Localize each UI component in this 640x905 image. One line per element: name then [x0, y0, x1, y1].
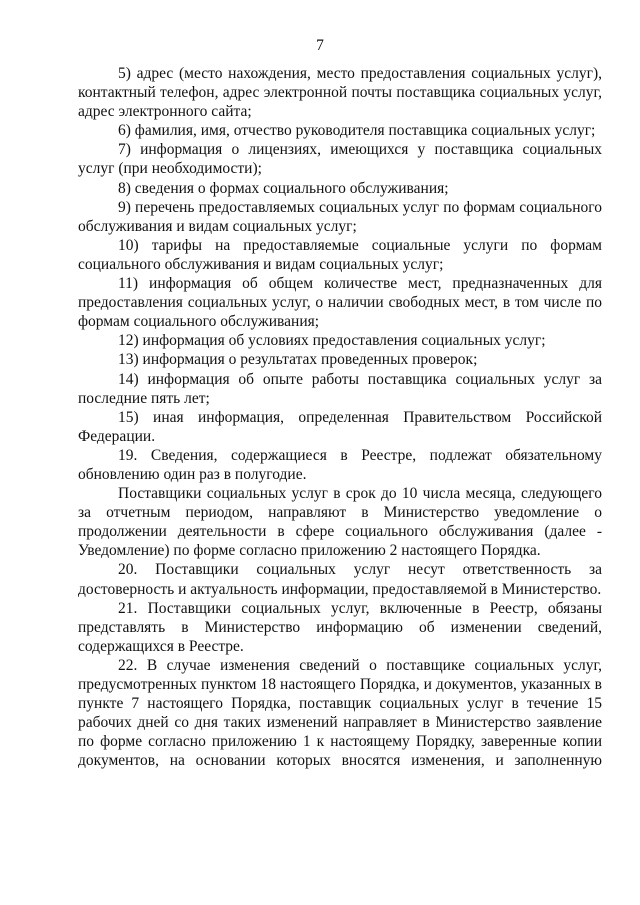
clause-19-notification: Поставщики социальных услуг в срок до 10 числа месяца, следующего за отчетным периодом, направляют в Министерство уведомление о продолжении деятельности в сфере социального обслуживания (далее - Уведомление) по форме согласно приложению 2 настоящего Порядка.	[78, 485, 602, 560]
page-number: 7	[316, 37, 324, 54]
list-item-5-address: 5) адрес (место нахождения, место предоставления социальных услуг), контактный телефон, адрес электронной почты поставщика социальных услуг, адрес электронного сайта;	[78, 65, 602, 121]
list-item-11-places: 11) информация об общем количестве мест, предназначенных для предоставления социальных услуг, о наличии свободных мест, в том числе по формам социального обслуживания;	[78, 275, 602, 331]
list-item-10-tariffs: 10) тарифы на предоставляемые социальные услуги по формам социального обслуживания и видам социальных услуг;	[78, 236, 602, 273]
list-item-9-services-list: 9) перечень предоставляемых социальных услуг по формам социального обслуживания и видам социальных услуг;	[78, 198, 602, 235]
clause-21: 21. Поставщики социальных услуг, включенные в Реестр, обязаны представлять в Министерство информацию об изменении сведений, содержащихся в Реестре.	[78, 599, 602, 655]
list-item-12-conditions: 12) информация об условиях предоставления социальных услуг;	[118, 332, 546, 350]
clause-20: 20. Поставщики социальных услуг несут ответственность за достоверность и актуальность информации, предоставляемой в Министерство.	[78, 561, 602, 598]
list-item-13-inspections: 13) информация о результатах проведенных проверок;	[118, 351, 478, 369]
document-body	[78, 64, 602, 770]
list-item-7-licenses: 7) информация о лицензиях, имеющихся у поставщика социальных услуг (при необходимости);	[78, 141, 602, 178]
list-item-8-service-forms: 8) сведения о формах социального обслуживания;	[118, 179, 449, 197]
list-item-14-experience: 14) информация об опыте работы поставщика социальных услуг за последние пять лет;	[78, 370, 602, 407]
clause-22: 22. В случае изменения сведений о поставщике социальных услуг, предусмотренных пунктом 18 настоящего Порядка, и документов, указанных в пункте 7 настоящего Порядка, поставщик социальных услуг в течение 15 рабочих дней со дня таких изменений направляет в Министерство заявление по форме согласно приложению 1 к настоящему Порядку, заверенные копии документов, на основании которых вносятся изменения, и заполненную	[78, 656, 602, 770]
list-item-6-director-name: 6) фамилия, имя, отчество руководителя поставщика социальных услуг;	[118, 122, 596, 140]
clause-19: 19. Сведения, содержащиеся в Реестре, подлежат обязательному обновлению один раз в полугодие.	[78, 446, 602, 483]
list-item-15-other-info: 15) иная информация, определенная Правительством Российской Федерации.	[78, 408, 602, 445]
